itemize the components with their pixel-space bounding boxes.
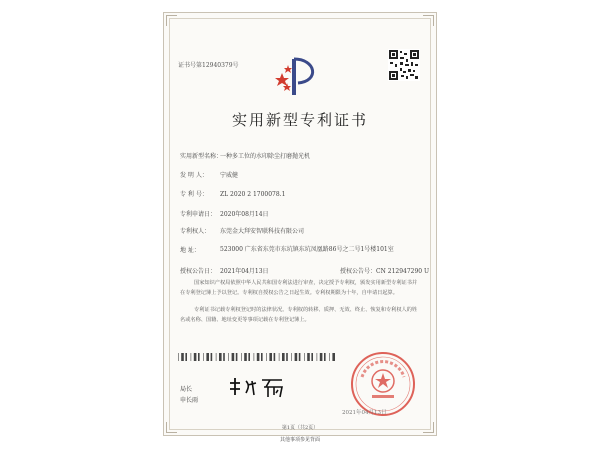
- signer-name: 申长雨: [180, 397, 199, 404]
- corner-ornament: [166, 15, 177, 26]
- qr-code-icon: [388, 49, 420, 81]
- certificate-paragraph: 专利证书记载专利权登记时的法律状况。专利权的转移、质押、无效、终止、恢复和专利权人的姓名或名称、国籍、地址变更等事项记载在专利登记簿上。: [180, 307, 418, 323]
- field-value: 2021年04月13日: [220, 268, 269, 275]
- barcode-strip-icon: [178, 353, 338, 361]
- field-application-date: [180, 209, 269, 218]
- field-label: 实用新型名称：: [180, 153, 223, 160]
- field-label: 发 明 人：: [180, 172, 208, 179]
- page-number: 第1页（共2页）: [281, 425, 319, 431]
- certificate-title: 实用新型专利证书: [231, 111, 368, 129]
- field-label: 专利申请日：: [180, 211, 217, 218]
- signer-position: 局长: [180, 386, 193, 393]
- field-value: 一种多工位的水印除尘打磨抛光机: [220, 153, 311, 160]
- field-utility-name: [180, 151, 310, 160]
- field-patent-holder: [180, 226, 304, 235]
- field-inventor: [180, 170, 238, 179]
- field-patent-number: [180, 189, 285, 198]
- field-value: 523000 广东省东莞市东坑镇东坑凤凰路86号之二号1号楼101室: [220, 246, 394, 253]
- certificate-paragraph: 国家知识产权局依照中华人民共和国专利法进行审查，决定授予专利权，颁发实用新型专利证书并在专利登记簿上予以登记。专利权自授权公告之日起生效。专利权期限为十年，自申请日起算。: [180, 280, 418, 296]
- field-value: 2020年08月14日: [220, 211, 269, 218]
- seal-date: 2021年04月13日: [342, 410, 387, 416]
- field-address: [180, 245, 420, 254]
- field-grant-number: [340, 266, 429, 275]
- field-label: 授权公告日：: [180, 268, 217, 275]
- certificate-number: 证书号第12940379号: [178, 62, 239, 69]
- field-value: CN 212947290 U: [376, 268, 430, 275]
- field-label: 专利权人：: [180, 228, 211, 235]
- handwritten-signature-icon: [226, 375, 286, 399]
- patent-office-logo-icon: [272, 51, 326, 105]
- footer-note: 其他事项参见背面: [279, 437, 320, 443]
- corner-ornament: [423, 15, 434, 26]
- field-value: 宁威健: [220, 172, 239, 179]
- patent-certificate: [163, 12, 437, 436]
- field-label: 授权公告号：: [340, 268, 377, 275]
- field-grant-date: [180, 266, 269, 275]
- field-value: 东莞金大拜安智联科技有限公司: [220, 228, 305, 235]
- signer-title: [180, 384, 198, 406]
- field-label: 专 利 号：: [180, 191, 208, 198]
- field-value: ZL 2020 2 1700078.1: [220, 191, 286, 198]
- field-label: 地 址：: [180, 247, 200, 254]
